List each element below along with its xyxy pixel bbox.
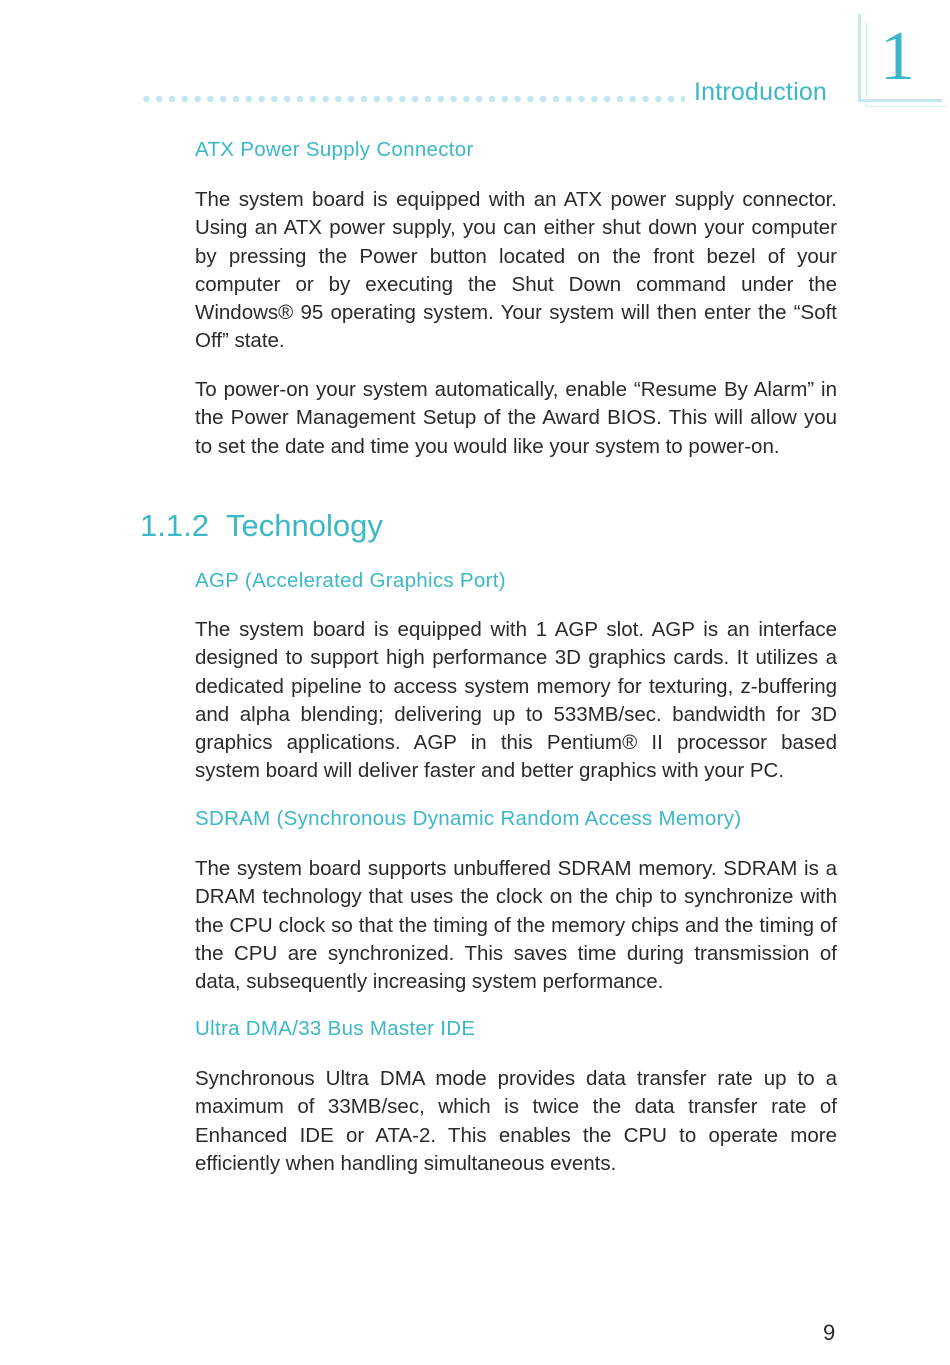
section-number: 1.1.2 <box>140 508 209 543</box>
section-heading <box>140 508 383 544</box>
atx-paragraph-1: The system board is equipped with an ATX power supply connector. Using an ATX power supply, you can either shut down your computer by pressing the Power button located on the front bezel of your computer or by executing the Shut Down command under the Windows® 95 operating system. Your system will then enter the “Soft Off” state. <box>195 188 837 353</box>
sdram-heading: SDRAM (Synchronous Dynamic Random Access Memory) <box>195 807 742 830</box>
chapter-number: 1 <box>880 18 915 95</box>
udma-paragraph: Synchronous Ultra DMA mode provides data transfer rate up to a maximum of 33MB/sec, which is twice the data transfer rate of Enhanced IDE or ATA-2. This enables the CPU to operate more efficiently when handling simultaneous events. <box>195 1067 837 1175</box>
agp-paragraph: The system board is equipped with 1 AGP slot. AGP is an interface designed to support high performance 3D graphics cards. It utilizes a dedicated pipeline to access system memory for texturing, z-buffering and alpha blending; delivering up to 533MB/sec. bandwidth for 3D graphics applications. AGP in this Pentium® II processor based system board will deliver faster and better graphics with your PC. <box>195 618 837 783</box>
section-title: Technology <box>226 508 383 543</box>
atx-paragraph-2: To power-on your system automatically, enable “Resume By Alarm” in the Power Management Setup of the Award BIOS. This will allow you to set the date and time you would like your system to power-on. <box>195 378 837 458</box>
agp-heading: AGP (Accelerated Graphics Port) <box>195 569 506 592</box>
atx-heading: ATX Power Supply Connector <box>195 138 474 161</box>
page-number: 9 <box>823 1320 836 1345</box>
chapter-title: Introduction <box>694 78 828 106</box>
header-dotted-rule <box>140 95 685 103</box>
udma-heading: Ultra DMA/33 Bus Master IDE <box>195 1017 476 1040</box>
sdram-paragraph: The system board supports unbuffered SDRAM memory. SDRAM is a DRAM technology that uses the clock on the chip to synchronize with the CPU clock so that the timing of the memory chips and the timing of the CPU are synchronized. This saves time during transmission of data, subsequently increasing system performance. <box>195 857 837 994</box>
